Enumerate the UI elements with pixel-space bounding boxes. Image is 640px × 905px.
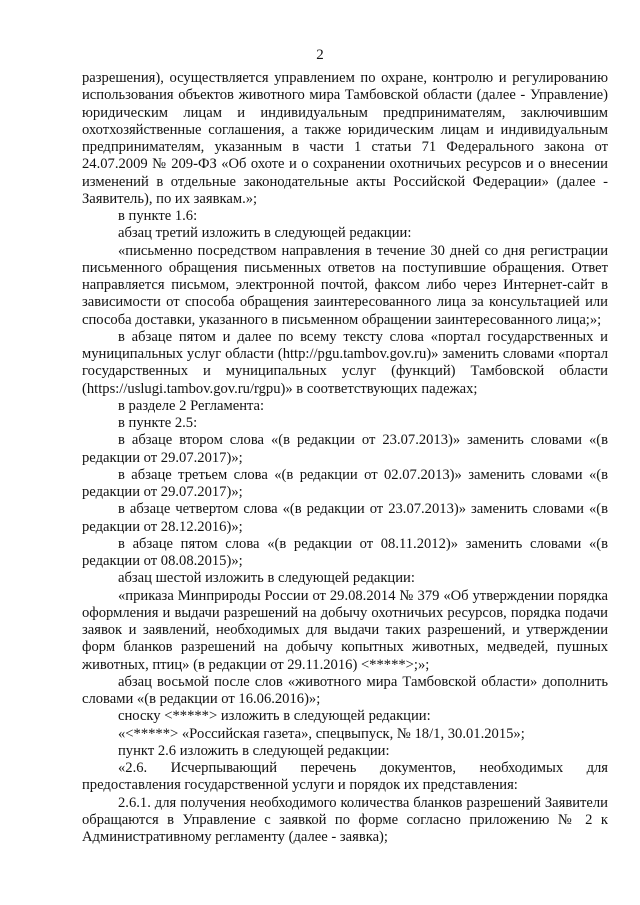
paragraph: в пункте 2.5: — [118, 415, 198, 431]
paragraph: в абзаце третьем слова «(в редакции от 02.07.2013)» заменить словами «(в редакции от 29.07.2017)»; — [82, 466, 608, 500]
paragraph: «2.6. Исчерпывающий перечень документов, необходимых для предоставления государственной услуги и порядок их представления: — [82, 760, 608, 794]
paragraph: в абзаце четвертом слова «(в редакции от 23.07.2013)» заменить словами «(в редакции от 28.12.2016)»; — [82, 501, 608, 535]
paragraph: в пункте 1.6: — [118, 208, 198, 224]
paragraph: «<*****> «Российская газета», спецвыпуск, № 18/1, 30.01.2015»; — [118, 725, 525, 742]
paragraph: разрешения), осуществляется управлением по охране, контролю и регулированию использования объектов животного мира Тамбовской области (далее - Управление) юридическим лицам и индивидуальным предпринимателям, заключившим охотхозяйственные соглашения, а также юридическим лицам и индивидуальным предпринимателям, указанным в части 1 статьи 71 Федерального закона от 24.07.2009 № 209-ФЗ «Об охоте и о сохранении охотничьих ресурсов и о внесении изменений в отдельные законодательные акты Российской Федерации» (далее - Заявитель), по их заявкам.»; — [82, 70, 608, 207]
paragraph: сноску <*****> изложить в следующей редакции: — [118, 708, 431, 725]
paragraph: в разделе 2 Регламента: — [118, 397, 265, 414]
paragraph: в абзаце втором слова «(в редакции от 23.07.2013)» заменить словами «(в редакции от 29.07.2017)»; — [82, 432, 608, 466]
paragraph: «письменно посредством направления в течение 30 дней со дня регистрации письменного обращения письменных ответов на поступившие обращения. Ответ направляется письмом, электронной почтой, факсом либо через Интернет-сайт в зависимости от способа обращения заинтересованного лица за консультацией или способа доставки, указанного в письменном обращении заинтересованного лица;»; — [82, 242, 608, 328]
document-body — [82, 70, 608, 846]
paragraph: в абзаце пятом слова «(в редакции от 08.11.2012)» заменить словами «(в редакции от 08.08.2015)»; — [82, 535, 608, 569]
paragraph: абзац третий изложить в следующей редакции: — [118, 225, 412, 242]
paragraph: «приказа Минприроды России от 29.08.2014 № 379 «Об утверждении порядка оформления и выдачи разрешений на добычу охотничьих ресурсов, порядка подачи заявок и заявлений, необходимых для выдачи таких разрешений, и утверждении форм бланков разрешений на добычу копытных животных, медведей, пушных животных, птиц» (в редакции от 29.11.2016) <*****>;»; — [82, 587, 608, 673]
paragraph: в абзаце пятом и далее по всему тексту слова «портал государственных и муниципальных услуг области (http://pgu.tambov.gov.ru)» заменить словами «портал государственных и муниципальных услуг (функций) Тамбовской области (https://uslugi.tambov.gov.ru/rgpu)» в соответствующих падежах; — [82, 328, 608, 397]
page-number: 2 — [316, 47, 324, 63]
paragraph: абзац восьмой после слов «животного мира Тамбовской области» дополнить словами «(в редакции от 16.06.2016)»; — [82, 673, 608, 707]
paragraph: пункт 2.6 изложить в следующей редакции: — [118, 742, 390, 759]
paragraph: абзац шестой изложить в следующей редакции: — [118, 570, 415, 587]
paragraph: 2.6.1. для получения необходимого количества бланков разрешений Заявители обращаются в Управление с заявкой по форме согласно приложению № 2 к Административному регламенту (далее - заявка); — [82, 794, 608, 845]
